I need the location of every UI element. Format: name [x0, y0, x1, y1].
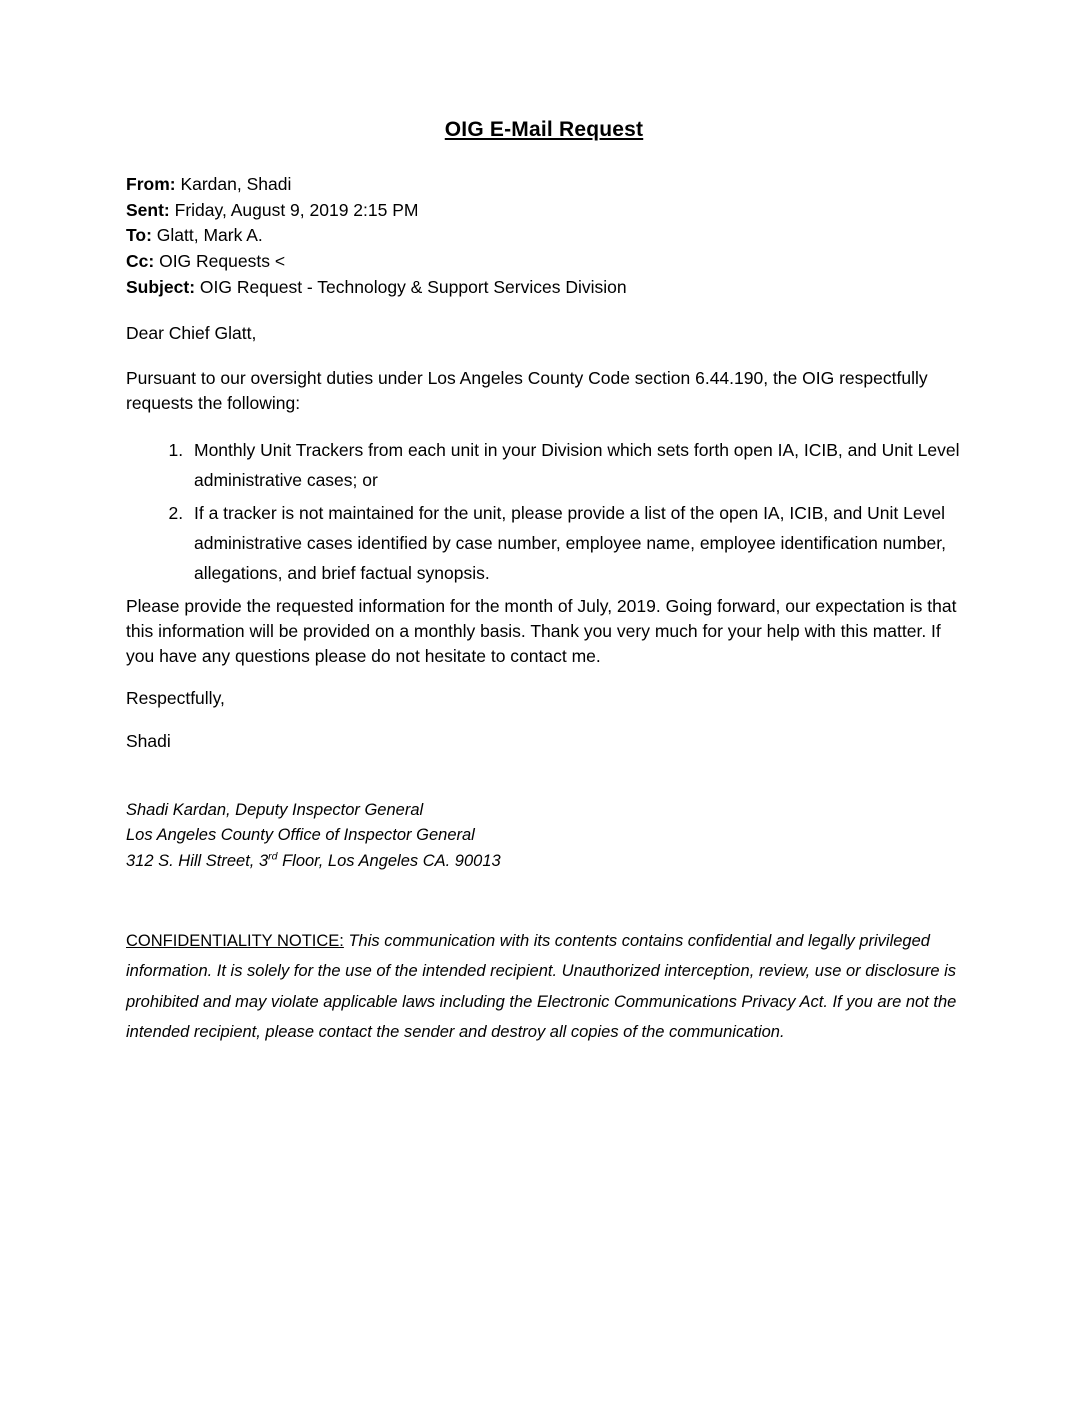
header-cc-value: OIG Requests < [159, 251, 286, 272]
confidentiality-notice [126, 926, 962, 1048]
confidentiality-label: CONFIDENTIALITY NOTICE: [126, 931, 344, 950]
header-subject-label: Subject: [126, 276, 196, 297]
header-sent [126, 198, 962, 224]
header-subject [126, 275, 962, 301]
closing-paragraph: Please provide the requested information for the month of July, 2019. Going forward, our expectation is that this information will be provided on a monthly basis. Thank you very much for your help with this matter. If you have any questions please do not hesitate to contact me. [126, 595, 957, 666]
header-from-label: From: [126, 174, 176, 194]
request-list [126, 435, 962, 587]
address-pre: 312 S. Hill Street, 3 [126, 851, 269, 870]
header-to-value: Glatt, Mark A. [156, 225, 263, 246]
list-item: 2. If a tracker is not maintained for the unit, please provide a list of the open IA, ICIB, and Unit Level administrative cases identified by case number, employee name, employee identification number, allegations, and brief factual synopsis. [188, 498, 962, 588]
signature-address-line [126, 849, 962, 874]
address-post: Floor, Los Angeles CA. 90013 [277, 851, 501, 870]
header-cc-label: Cc: [126, 251, 155, 272]
salutation: Dear Chief Glatt, [126, 322, 257, 343]
header-to-label: To: [126, 225, 152, 246]
header-subject-value: OIG Request - Technology & Support Services Division [199, 276, 627, 297]
list-item: 1. Monthly Unit Trackers from each unit in your Division which sets forth open IA, ICIB, and Unit Level administrative cases; or [188, 435, 962, 495]
email-header-block [126, 172, 962, 301]
intro-paragraph: Pursuant to our oversight duties under Los Angeles County Code section 6.44.190, the OIG respectfully requests the following: [126, 367, 928, 414]
signature-title-line: Shadi Kardan, Deputy Inspector General [126, 801, 424, 820]
header-cc [126, 249, 962, 275]
confidentiality-text: This communication with its contents contains confidential and legally privileged information. It is solely for the use of the intended recipient. Unauthorized interception, review, use or disclosure is prohibited and may violate applicable laws including the Electronic Communications Privacy Act. If you are not the intended recipient, please contact the sender and destroy all copies of the communication. [126, 931, 957, 1042]
address-ordinal: rd [268, 850, 278, 863]
header-from [126, 172, 962, 198]
signature-name: Shadi [126, 731, 171, 752]
signature-block [126, 798, 962, 873]
header-sent-label: Sent: [126, 199, 170, 220]
signature-org-line: Los Angeles County Office of Inspector General [126, 826, 475, 845]
page-title: OIG E-Mail Request [444, 118, 644, 141]
document-body [126, 118, 962, 1048]
header-to [126, 223, 962, 249]
header-from-value: Kardan, Shadi [180, 174, 292, 194]
sign-off: Respectfully, [126, 688, 225, 709]
header-sent-value: Friday, August 9, 2019 2:15 PM [174, 199, 419, 220]
